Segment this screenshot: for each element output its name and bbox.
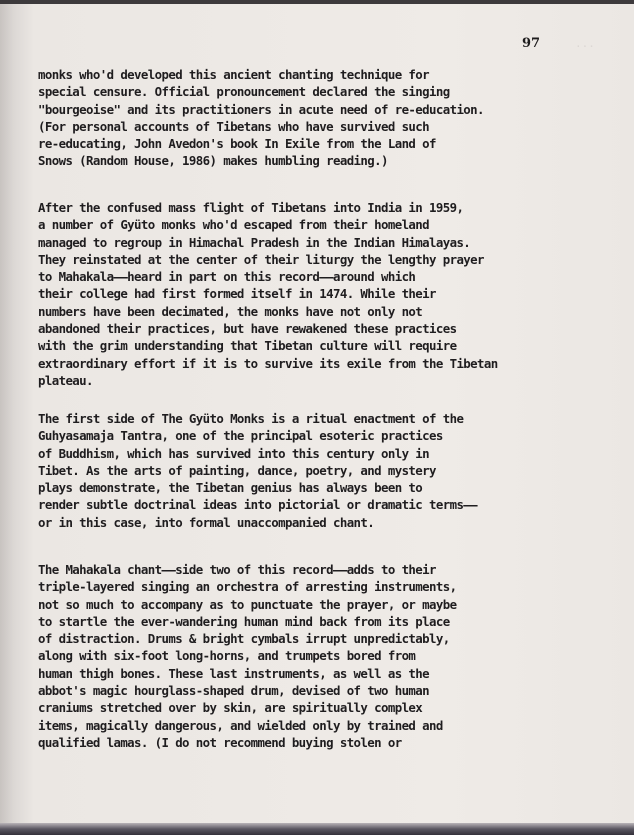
text-line: Snows (Random House, 1986) makes humbling reading.) [38,153,388,169]
text-line: abandoned their practices, but have rewakened these practices [38,321,457,337]
paragraph-1 [38,66,590,170]
text-line: The Mahakala chant——side two of this record——adds to their [38,562,436,577]
text-line: along with six-foot long-horns, and trumpets bored from [38,648,416,664]
bottom-edge-shadow [0,823,634,835]
text-line: extraordinary effort if it is to survive its exile from the Tibetan [38,355,498,371]
top-edge-shadow [0,0,634,4]
text-line: to startle the ever-wandering human mind back from its place [38,613,450,629]
text-line: "bourgeoise" and its practitioners in acute need of re-education. [38,101,484,117]
text-line: managed to regroup in Himachal Pradesh in the Indian Himalayas. [38,234,471,250]
text-line: of distraction. Drums & bright cymbals irrupt unpredictably, [38,631,450,647]
paragraph-2 [38,199,590,389]
text-line: with the grim understanding that Tibetan culture will require [38,338,457,354]
page-number: 97 [522,36,541,51]
text-line: items, magically dangerous, and wielded only by trained and [38,717,443,733]
text-line: Guhyasamaja Tantra, one of the principal esoteric practices [38,428,443,444]
text-line: plateau. [38,372,93,388]
text-line: numbers have been decimated, the monks have not only not [38,303,423,319]
bleed-through: ··· [575,40,595,53]
text-line: their college had first formed itself in 1474. While their [38,286,436,302]
text-line: a number of Gyüto monks who'd escaped from their homeland [38,217,430,233]
text-line: to Mahakala——heard in part on this record——around which [38,269,416,285]
text-line: of Buddhism, which has survived into this century only in [38,445,430,461]
text-line: Tibet. As the arts of painting, dance, poetry, and mystery [38,462,436,478]
text-line: special censure. Official pronouncement declared the singing [38,84,450,100]
text-line: or in this case, into formal unaccompanied chant. [38,514,375,530]
text-line: not so much to accompany as to punctuate the prayer, or maybe [38,596,457,612]
text-line: render subtle doctrinal ideas into pictorial or dramatic terms—— [38,497,478,513]
text-line: (For personal accounts of Tibetans who have survived such [38,118,430,134]
text-line: monks who'd developed this ancient chanting technique for [38,67,430,82]
text-line: plays demonstrate, the Tibetan genius has always been to [38,480,423,496]
text-line: They reinstated at the center of their liturgy the lengthy prayer [38,251,484,267]
text-line: After the confused mass flight of Tibetans into India in 1959, [38,200,464,215]
text-line: human thigh bones. These last instruments, as well as the [38,665,430,681]
text-line: qualified lamas. (I do not recommend buying stolen or [38,734,402,750]
text-line: abbot's magic hourglass-shaped drum, devised of two human [38,683,430,699]
paragraph-3 [38,410,590,531]
text-line: triple-layered singing an orchestra of arresting instruments, [38,579,457,595]
text-line: The first side of The Gyüto Monks is a ritual enactment of the [38,411,464,426]
paragraph-4 [38,561,590,751]
text-line: craniums stretched over by skin, are spiritually complex [38,700,423,716]
text-line: re-educating, John Avedon's book In Exile from the Land of [38,136,436,152]
